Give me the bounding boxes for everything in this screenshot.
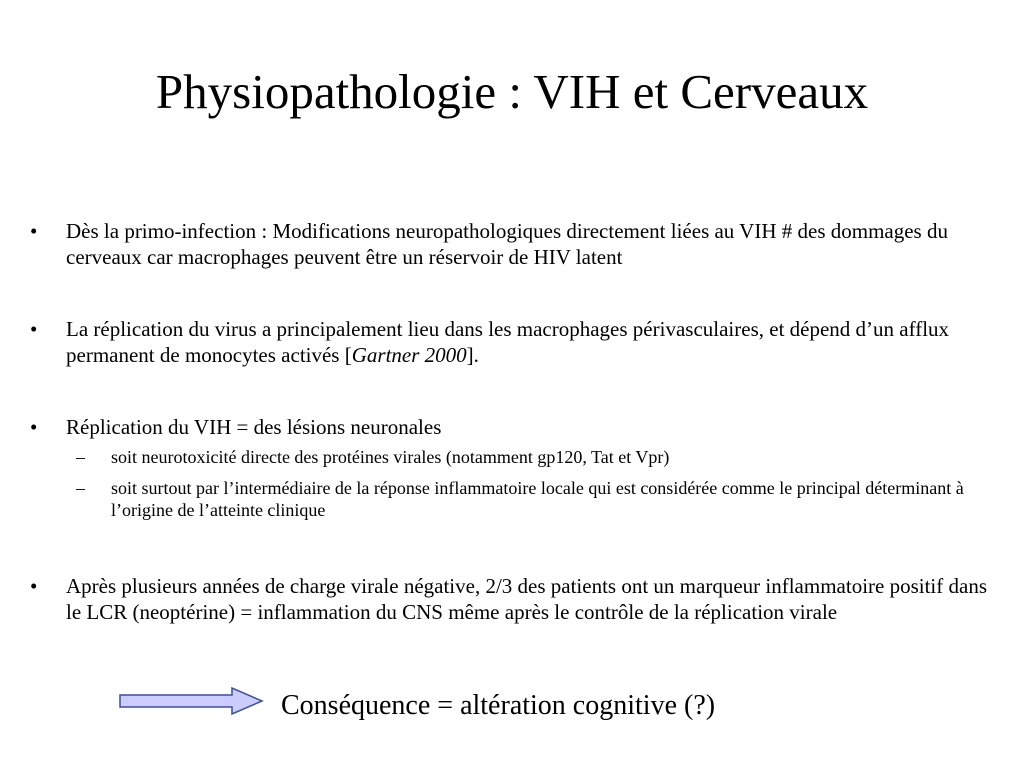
conclusion-text: Conséquence = altération cognitive (?) — [281, 690, 716, 721]
sub-bullet-neurotoxicite: – soit neurotoxicité directe des protéines virales (notamment gp120, Tat et Vpr) — [66, 446, 1005, 468]
sub-bullet-list — [66, 446, 1005, 521]
citation: Gartner 2000 — [351, 343, 467, 367]
bullet-text: Après plusieurs années de charge virale négative, 2/3 des patients ont un marqueur inflammatoire positif dans le LCR (neoptérine) = inflammation du CNS même après le contrôle de la réplication virale — [66, 574, 988, 624]
bullet-text-end: ]. — [466, 343, 479, 367]
slide-title: Physiopathologie : VIH et Cerveaux — [155, 64, 869, 119]
bullet-replication-macrophages — [30, 316, 1005, 368]
bullet-text: La réplication du virus a principalement lieu dans les macrophages périvasculaires, et dépend d’un afflux permanent de monocytes activés [ — [66, 317, 950, 367]
bullet-lesions-neuronales — [30, 414, 1005, 521]
bullet-text: Dès la primo-infection : Modifications neuropathologiques directement liées au VIH # des dommages du cerveaux car macrophages peuvent être un réservoir de HIV latent — [66, 219, 948, 269]
bullet-text: Réplication du VIH = des lésions neuronales — [66, 415, 442, 439]
sub-bullet-inflammation: – soit surtout par l’intermédiaire de la réponse inflammatoire locale qui est considérée comme le principal déterminant à l’origine de l’atteinte clinique — [66, 477, 1005, 521]
conclusion — [0, 685, 1024, 729]
bullet-charge-virale — [30, 573, 1005, 625]
bullet-primo-infection — [30, 218, 1005, 270]
right-arrow-icon — [118, 686, 264, 716]
bullet-list — [30, 218, 1005, 625]
